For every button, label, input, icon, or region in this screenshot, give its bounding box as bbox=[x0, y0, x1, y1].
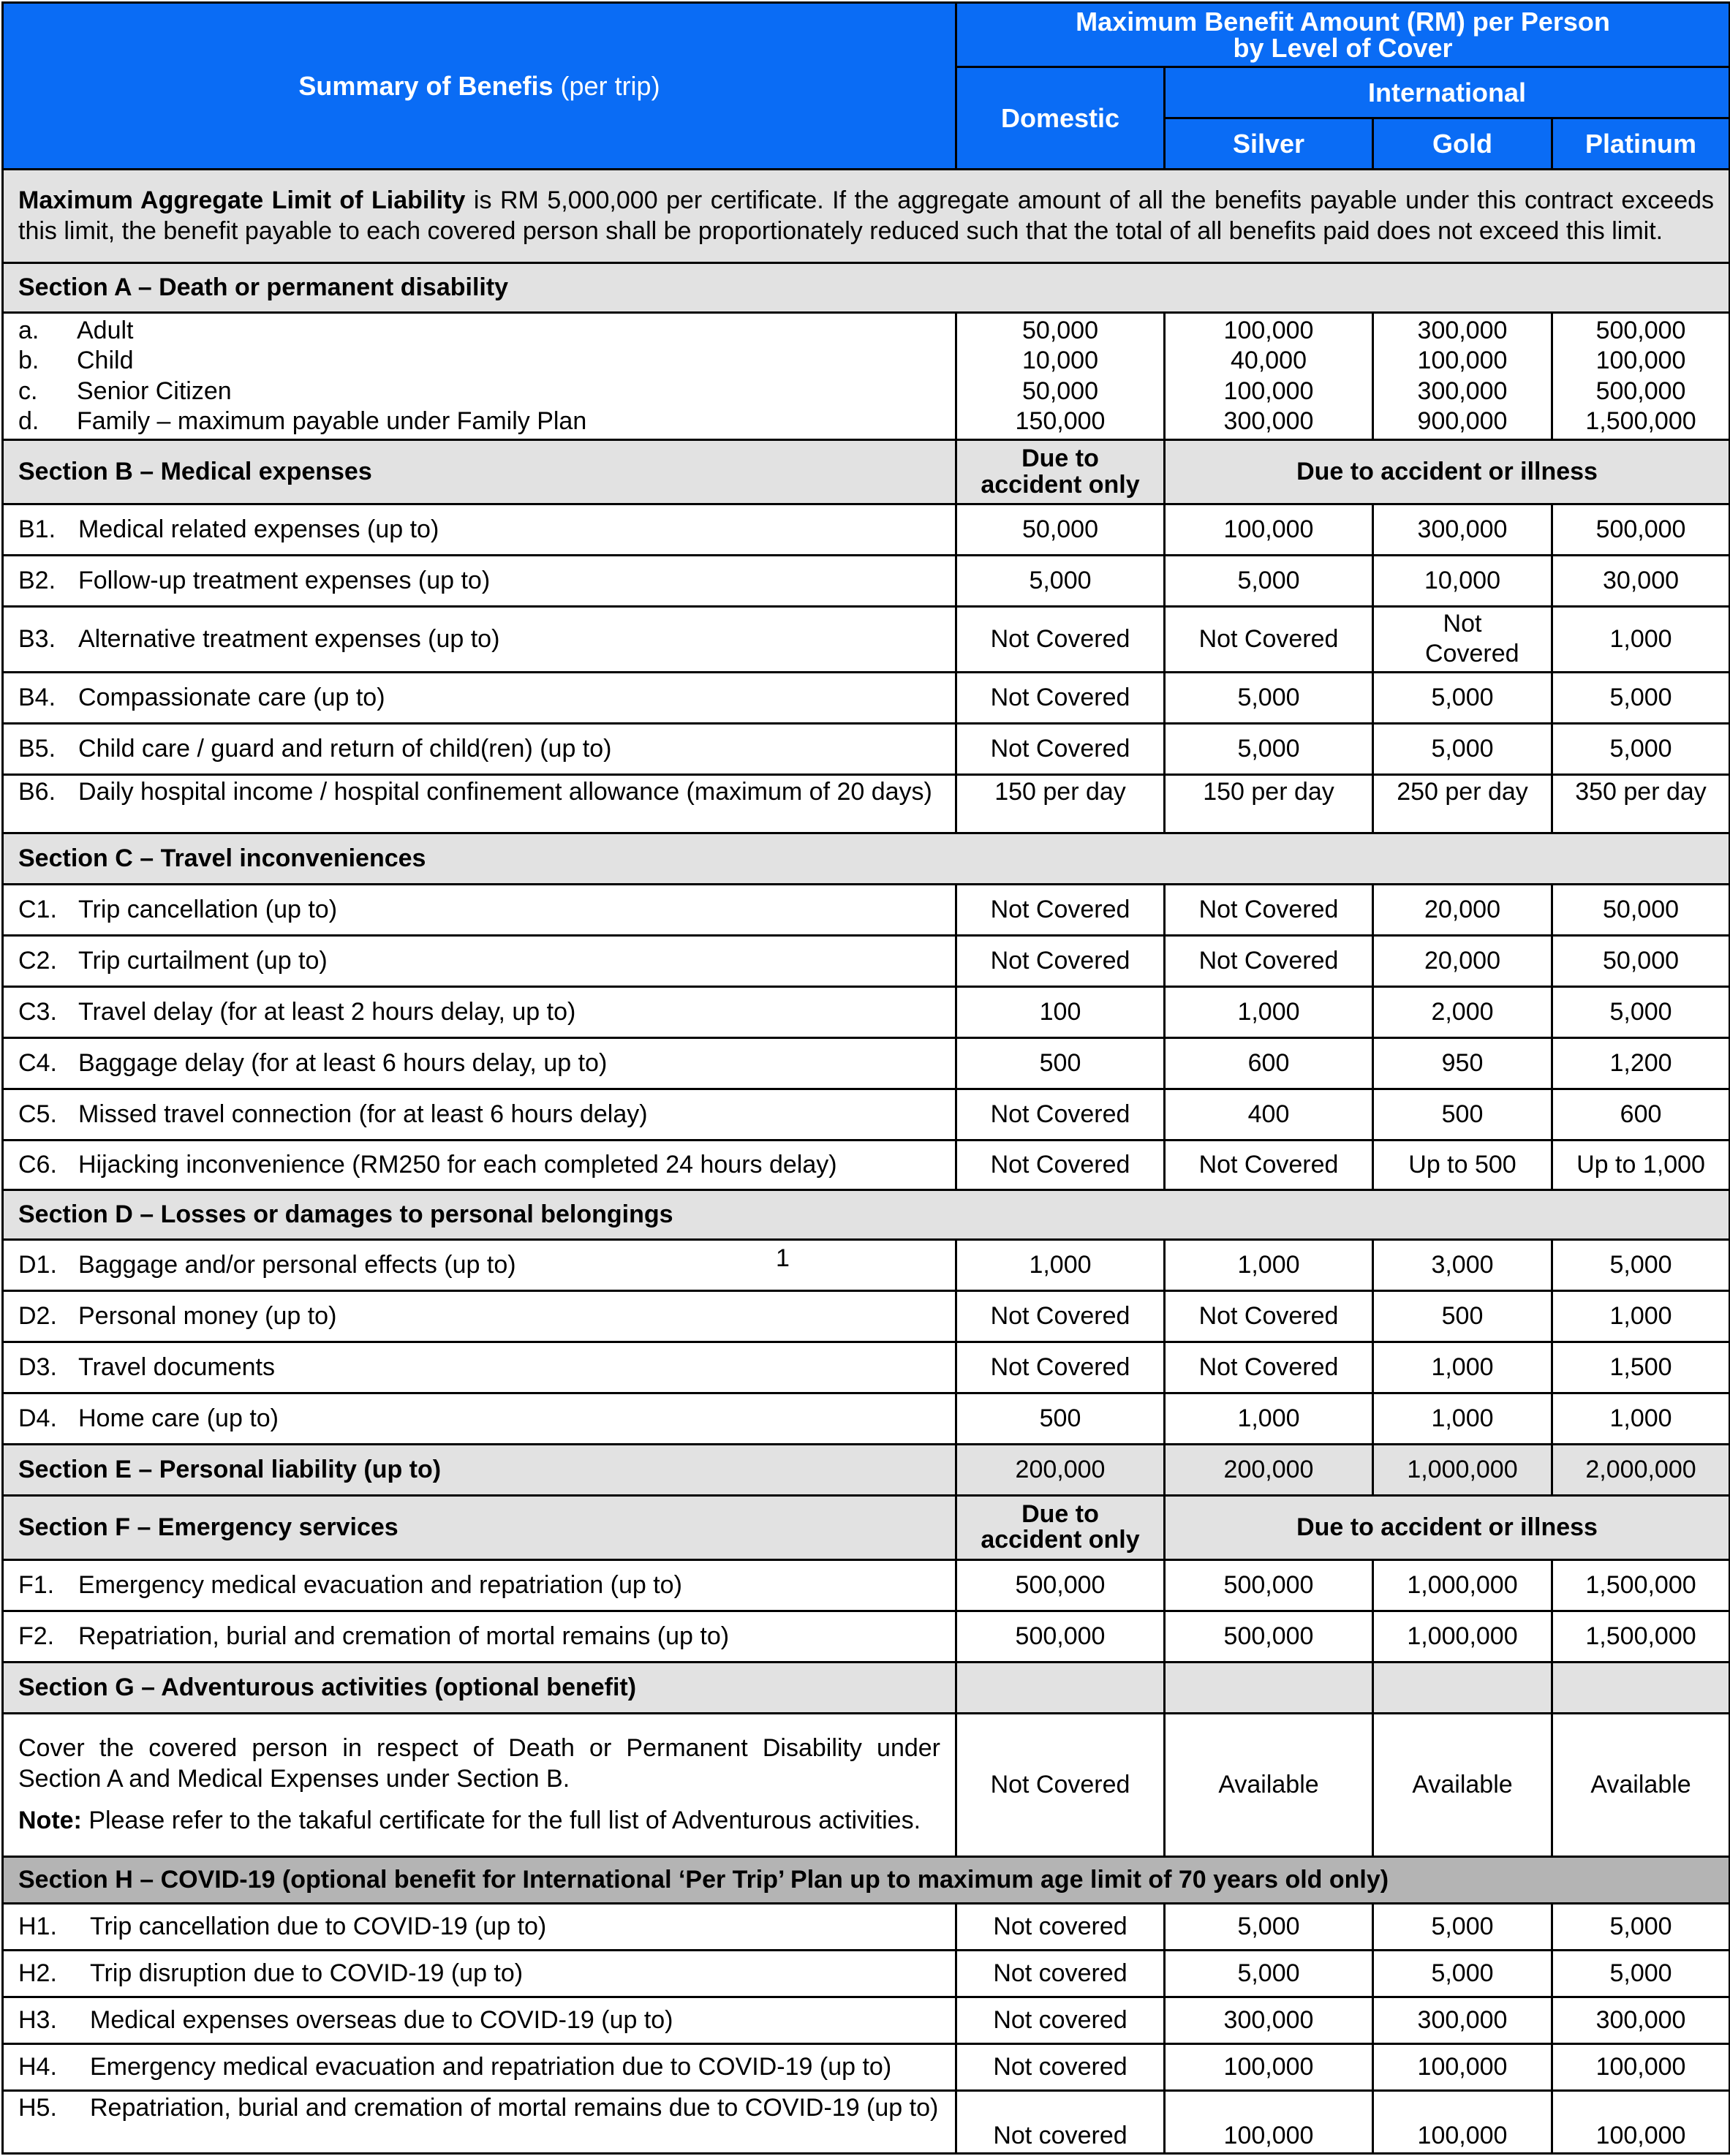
row-code: F2. bbox=[18, 1622, 55, 1650]
value-cell: Not covered bbox=[956, 1950, 1165, 1997]
table-row bbox=[3, 723, 1730, 774]
value-cell: 30,000 bbox=[1552, 556, 1730, 607]
value-cell: 5,000 bbox=[1552, 1950, 1730, 1997]
value-cell: 2,000 bbox=[1373, 986, 1552, 1037]
row-code: D4. bbox=[18, 1404, 57, 1432]
value-cell: 50,000 bbox=[1022, 316, 1098, 344]
value-cell: Not covered bbox=[956, 1997, 1165, 2043]
row-label: Trip cancellation due to COVID-19 (up to) bbox=[90, 1912, 547, 1940]
value-cell: 5,000 bbox=[1552, 1239, 1730, 1290]
value-cell: Not Covered bbox=[956, 1342, 1165, 1393]
value-cell: 100,000 bbox=[1223, 377, 1314, 405]
row-label: Emergency medical evacuation and repatriation (up to) bbox=[78, 1570, 682, 1599]
value-cell: 400 bbox=[1165, 1089, 1373, 1140]
value-cell: 150,000 bbox=[1015, 406, 1106, 435]
row-label: Alternative treatment expenses (up to) bbox=[78, 624, 500, 653]
table-row bbox=[3, 1393, 1730, 1444]
row-code: B2. bbox=[18, 566, 56, 594]
row-label: Adult bbox=[77, 316, 134, 344]
value-cell: 10,000 bbox=[1373, 556, 1552, 607]
value-cell: 20,000 bbox=[1373, 935, 1552, 986]
value-cell: 1,000 bbox=[956, 1239, 1165, 1290]
value-cell: Not Covered bbox=[1165, 1140, 1373, 1189]
row-label: Senior Citizen bbox=[77, 377, 232, 405]
value-cell: 950 bbox=[1373, 1037, 1552, 1089]
benefits-table bbox=[1, 1, 1730, 2155]
value-cell: Not Covered bbox=[956, 1140, 1165, 1189]
row-code: H3. bbox=[18, 2005, 57, 2034]
value-cell: 10,000 bbox=[1022, 347, 1098, 375]
section-f-title: Section F – Emergency services bbox=[3, 1495, 956, 1559]
row-code: H4. bbox=[18, 2052, 57, 2081]
row-label: Medical related expenses (up to) bbox=[78, 515, 439, 543]
row-label: Baggage and/or personal effects (up to) bbox=[78, 1250, 516, 1279]
value-cell: Not covered bbox=[956, 2043, 1165, 2090]
platinum-header: Platinum bbox=[1552, 118, 1730, 170]
summary-per-trip: (per trip) bbox=[560, 70, 660, 101]
row-label: Compassionate care (up to) bbox=[78, 683, 385, 711]
table-row bbox=[3, 986, 1730, 1037]
value-cell: Not Covered bbox=[1165, 607, 1373, 673]
value-cell: 600 bbox=[1552, 1089, 1730, 1140]
section-b-intl-note: Due to accident or illness bbox=[1165, 440, 1730, 504]
gold-header: Gold bbox=[1373, 118, 1552, 170]
value-cell: Up to 1,000 bbox=[1552, 1140, 1730, 1189]
value-cell: 5,000 bbox=[1165, 723, 1373, 774]
value-cell: 50,000 bbox=[956, 504, 1165, 556]
value-cell: 5,000 bbox=[1552, 1903, 1730, 1950]
row-label: Travel delay (for at least 2 hours delay, up to) bbox=[78, 997, 576, 1026]
value-cell: 250 per day bbox=[1373, 774, 1552, 833]
value-cell: 500,000 bbox=[956, 1611, 1165, 1662]
row-label: Follow-up treatment expenses (up to) bbox=[78, 566, 491, 594]
value-cell: 50,000 bbox=[1022, 377, 1098, 405]
value-cell: 150 per day bbox=[1165, 774, 1373, 833]
row-code: H1. bbox=[18, 1912, 57, 1940]
value-cell: Available bbox=[1373, 1713, 1552, 1856]
value-cell: Not covered bbox=[956, 1903, 1165, 1950]
row-code: B6. bbox=[18, 777, 56, 806]
row-label: Home care (up to) bbox=[78, 1404, 279, 1432]
row-label: Medical expenses overseas due to COVID-19 (up to) bbox=[90, 2005, 673, 2034]
row-code: B3. bbox=[18, 624, 56, 653]
table-row bbox=[3, 774, 1730, 833]
row-code: H5. bbox=[18, 2093, 57, 2122]
row-label: Trip curtailment (up to) bbox=[78, 946, 328, 975]
section-g-title: Section G – Adventurous activities (optional benefit) bbox=[3, 1662, 956, 1713]
row-label: Repatriation, burial and cremation of mortal remains (up to) bbox=[78, 1622, 730, 1650]
table-row bbox=[3, 884, 1730, 935]
row-label: Trip disruption due to COVID-19 (up to) bbox=[90, 1959, 524, 1987]
section-b-domestic-note: Due to accident only bbox=[956, 440, 1165, 504]
row-label: Daily hospital income / hospital confinement allowance (maximum of 20 days) bbox=[78, 777, 932, 806]
row-code: B4. bbox=[18, 683, 56, 711]
row-code: d. bbox=[18, 406, 39, 435]
value-cell: 100,000 bbox=[1165, 2043, 1373, 2090]
value-cell: 5,000 bbox=[1373, 723, 1552, 774]
row-code: F1. bbox=[18, 1570, 55, 1599]
value-cell: 300,000 bbox=[1552, 1997, 1730, 2043]
value-cell: Not Covered bbox=[956, 723, 1165, 774]
section-g-note-text: Please refer to the takaful certificate for the full list of Adventurous activities. bbox=[81, 1807, 921, 1835]
value-cell: 100,000 bbox=[1552, 2043, 1730, 2090]
value-cell: 100,000 bbox=[1595, 347, 1686, 375]
max-benefit-line1: Maximum Benefit Amount (RM) per Person bbox=[1076, 6, 1610, 37]
row-code: b. bbox=[18, 347, 39, 375]
value-cell: Not Covered bbox=[956, 1089, 1165, 1140]
row-code: C3. bbox=[18, 997, 57, 1026]
value-cell: 1,200 bbox=[1552, 1037, 1730, 1089]
value-cell: 200,000 bbox=[956, 1444, 1165, 1495]
value-cell: 5,000 bbox=[1552, 672, 1730, 723]
value-cell: Not Covered bbox=[956, 672, 1165, 723]
row-code: a. bbox=[18, 316, 39, 344]
value-cell: Up to 500 bbox=[1373, 1140, 1552, 1189]
value-cell: 100,000 bbox=[1417, 347, 1508, 375]
row-code: B5. bbox=[18, 734, 56, 763]
value-cell: 50,000 bbox=[1552, 884, 1730, 935]
value-cell: 500 bbox=[956, 1037, 1165, 1089]
value-cell: Not covered bbox=[956, 2090, 1165, 2153]
value-cell: 150 per day bbox=[956, 774, 1165, 833]
row-code: H2. bbox=[18, 1959, 57, 1987]
value-cell: 1,500,000 bbox=[1552, 1611, 1730, 1662]
value-cell: 2,000,000 bbox=[1552, 1444, 1730, 1495]
row-label: Child care / guard and return of child(ren) (up to) bbox=[78, 734, 612, 763]
value-cell: 5,000 bbox=[1552, 986, 1730, 1037]
value-cell: 100,000 bbox=[1223, 316, 1314, 344]
value-cell: 500,000 bbox=[1552, 504, 1730, 556]
value-cell: Not Covered bbox=[956, 884, 1165, 935]
row-code: C1. bbox=[18, 895, 57, 923]
value-cell: 500 bbox=[1373, 1290, 1552, 1342]
value-cell: 1,000 bbox=[1373, 1393, 1552, 1444]
section-a-domestic bbox=[956, 313, 1165, 440]
section-g-blank bbox=[1373, 1662, 1552, 1713]
value-cell: Not Covered bbox=[1165, 935, 1373, 986]
value-cell: Not Covered bbox=[956, 607, 1165, 673]
value-cell: 500 bbox=[1373, 1089, 1552, 1140]
table-row bbox=[3, 672, 1730, 723]
row-code: D3. bbox=[18, 1353, 57, 1381]
value-cell: 5,000 bbox=[1165, 556, 1373, 607]
value-cell: 5,000 bbox=[1373, 1903, 1552, 1950]
value-cell: 300,000 bbox=[1165, 1997, 1373, 2043]
table-row bbox=[3, 1713, 1730, 1856]
row-code: B1. bbox=[18, 515, 56, 543]
value-cell: 300,000 bbox=[1223, 406, 1314, 435]
row-code: c. bbox=[18, 377, 38, 405]
value-cell: 100,000 bbox=[1165, 504, 1373, 556]
row-label: Personal money (up to) bbox=[78, 1301, 337, 1330]
value-cell: 200,000 bbox=[1165, 1444, 1373, 1495]
value-cell: 1,000 bbox=[1552, 607, 1730, 673]
value-cell: Not Covered bbox=[1165, 1290, 1373, 1342]
value-cell: 1,000 bbox=[1165, 986, 1373, 1037]
section-g-description: Cover the covered person in respect of Death or Permanent Disability under Section A and Medical Expenses under Section B. bbox=[18, 1734, 940, 1793]
value-cell: 40,000 bbox=[1231, 347, 1307, 375]
value-cell: Not Covered bbox=[1165, 1342, 1373, 1393]
value-cell: 100,000 bbox=[1373, 2090, 1552, 2153]
value-cell: 500,000 bbox=[1165, 1559, 1373, 1611]
value-cell: Available bbox=[1552, 1713, 1730, 1856]
value-cell: 5,000 bbox=[956, 556, 1165, 607]
stray-mark: 1 bbox=[776, 1244, 790, 1272]
value-cell: 1,500 bbox=[1552, 1342, 1730, 1393]
value-cell: 500,000 bbox=[956, 1559, 1165, 1611]
silver-header: Silver bbox=[1165, 118, 1373, 170]
value-cell: 1,000,000 bbox=[1373, 1444, 1552, 1495]
value-cell: 300,000 bbox=[1417, 377, 1508, 405]
value-cell: Not Covered bbox=[956, 1713, 1165, 1856]
section-d-title: Section D – Losses or damages to personal belongings bbox=[3, 1189, 1730, 1239]
value-cell: 1,000 bbox=[1552, 1290, 1730, 1342]
value-cell: 100,000 bbox=[1373, 2043, 1552, 2090]
value-cell: 500,000 bbox=[1165, 1611, 1373, 1662]
table-row bbox=[3, 1444, 1730, 1495]
table-row bbox=[3, 1037, 1730, 1089]
aggregate-limit-bold: Maximum Aggregate Limit of Liability bbox=[18, 186, 466, 215]
table-row bbox=[3, 1950, 1730, 1997]
value-cell: 1,000,000 bbox=[1373, 1559, 1552, 1611]
value-cell: 900,000 bbox=[1417, 406, 1508, 435]
max-benefit-line2: by Level of Cover bbox=[1233, 32, 1453, 63]
value-cell: 500 bbox=[956, 1393, 1165, 1444]
aggregate-limit-text: is RM 5,000,000 per certificate. If the aggregate amount of all the benefits payable under this contract exceeds this limit, the benefit payable to each covered person shall be proportionately reduced such that the total of all benefits paid does not exceed this limit. bbox=[18, 186, 1715, 245]
international-header: International bbox=[1165, 67, 1730, 118]
table-row bbox=[3, 2043, 1730, 2090]
row-label: Travel documents bbox=[78, 1353, 275, 1381]
table-row bbox=[3, 504, 1730, 556]
section-g-description-cell bbox=[3, 1713, 956, 1856]
section-b-title: Section B – Medical expenses bbox=[3, 440, 956, 504]
value-cell: 5,000 bbox=[1552, 723, 1730, 774]
value-cell: 1,500,000 bbox=[1552, 1559, 1730, 1611]
value-cell: 500,000 bbox=[1595, 316, 1686, 344]
value-cell: 50,000 bbox=[1552, 935, 1730, 986]
table-row bbox=[3, 1903, 1730, 1950]
value-cell: 350 per day bbox=[1552, 774, 1730, 833]
summary-header bbox=[3, 3, 956, 170]
value-cell: 100,000 bbox=[1165, 2090, 1373, 2153]
domestic-header: Domestic bbox=[956, 67, 1165, 170]
row-code: C4. bbox=[18, 1048, 57, 1077]
row-code: D1. bbox=[18, 1250, 57, 1279]
row-label: Family – maximum payable under Family Plan bbox=[77, 406, 587, 435]
section-g-blank bbox=[1552, 1662, 1730, 1713]
value-cell: 20,000 bbox=[1373, 884, 1552, 935]
section-g-blank bbox=[956, 1662, 1165, 1713]
value-cell: 5,000 bbox=[1373, 672, 1552, 723]
value-cell: 5,000 bbox=[1165, 1903, 1373, 1950]
value-cell: 100,000 bbox=[1552, 2090, 1730, 2153]
section-f-intl-note: Due to accident or illness bbox=[1165, 1495, 1730, 1559]
table-row bbox=[3, 1611, 1730, 1662]
value-cell: 1,000 bbox=[1165, 1239, 1373, 1290]
table-row bbox=[3, 1089, 1730, 1140]
section-g-blank bbox=[1165, 1662, 1373, 1713]
value-cell: Available bbox=[1165, 1713, 1373, 1856]
value-cell: 5,000 bbox=[1165, 1950, 1373, 1997]
section-a-labels bbox=[3, 313, 956, 440]
row-code: C5. bbox=[18, 1100, 57, 1128]
section-f-domestic-note: Due to accident only bbox=[956, 1495, 1165, 1559]
row-label: Child bbox=[77, 347, 134, 375]
table-row bbox=[3, 2090, 1730, 2153]
row-label: Baggage delay (for at least 6 hours delay, up to) bbox=[78, 1048, 608, 1077]
section-a-silver bbox=[1165, 313, 1373, 440]
section-a-title: Section A – Death or permanent disability bbox=[3, 263, 1730, 313]
table-row bbox=[3, 1559, 1730, 1611]
row-label: Hijacking inconvenience (RM250 for each completed 24 hours delay) bbox=[78, 1150, 837, 1179]
value-cell: 1,000 bbox=[1373, 1342, 1552, 1393]
table-row bbox=[3, 556, 1730, 607]
section-a-gold bbox=[1373, 313, 1552, 440]
value-cell: 1,000 bbox=[1552, 1393, 1730, 1444]
row-code: C6. bbox=[18, 1150, 57, 1179]
section-a-platinum bbox=[1552, 313, 1730, 440]
value-cell: 300,000 bbox=[1417, 316, 1508, 344]
value-cell: Not Covered bbox=[1373, 607, 1552, 673]
row-code: C2. bbox=[18, 946, 57, 975]
value-cell: 5,000 bbox=[1165, 672, 1373, 723]
value-cell: 5,000 bbox=[1373, 1950, 1552, 1997]
section-g-note-label: Note: bbox=[18, 1807, 82, 1835]
aggregate-limit-note bbox=[3, 170, 1730, 263]
row-label: Repatriation, burial and cremation of mortal remains due to COVID-19 (up to) bbox=[90, 2093, 939, 2122]
row-label: Trip cancellation (up to) bbox=[78, 895, 338, 923]
value-cell: Not Covered bbox=[956, 1290, 1165, 1342]
row-label: Emergency medical evacuation and repatriation due to COVID-19 (up to) bbox=[90, 2052, 892, 2081]
table-row bbox=[3, 607, 1730, 673]
value-cell: Not Covered bbox=[956, 935, 1165, 986]
value-cell: 1,000,000 bbox=[1373, 1611, 1552, 1662]
max-benefit-header bbox=[956, 3, 1730, 67]
row-label: Missed travel connection (for at least 6 hours delay) bbox=[78, 1100, 648, 1128]
value-cell: 1,000 bbox=[1165, 1393, 1373, 1444]
table-row bbox=[3, 1290, 1730, 1342]
table-row bbox=[3, 1342, 1730, 1393]
value-cell: 1,500,000 bbox=[1585, 406, 1696, 435]
row-code: D2. bbox=[18, 1301, 57, 1330]
value-cell: 600 bbox=[1165, 1037, 1373, 1089]
value-cell: 500,000 bbox=[1595, 377, 1686, 405]
summary-title: Summary of Benefis bbox=[298, 70, 554, 101]
section-c-title: Section C – Travel inconveniences bbox=[3, 833, 1730, 884]
table-row bbox=[3, 935, 1730, 986]
value-cell: 100 bbox=[956, 986, 1165, 1037]
table-row bbox=[3, 1239, 1730, 1290]
value-cell: 300,000 bbox=[1373, 1997, 1552, 2043]
table-row bbox=[3, 1140, 1730, 1189]
section-h-title: Section H – COVID-19 (optional benefit for International ‘Per Trip’ Plan up to maximum age limit of 70 years old only) bbox=[3, 1856, 1730, 1903]
value-cell: 3,000 bbox=[1373, 1239, 1552, 1290]
value-cell: 300,000 bbox=[1373, 504, 1552, 556]
table-row bbox=[3, 1997, 1730, 2043]
section-e-title: Section E – Personal liability (up to) bbox=[3, 1444, 956, 1495]
value-cell: Not Covered bbox=[1165, 884, 1373, 935]
